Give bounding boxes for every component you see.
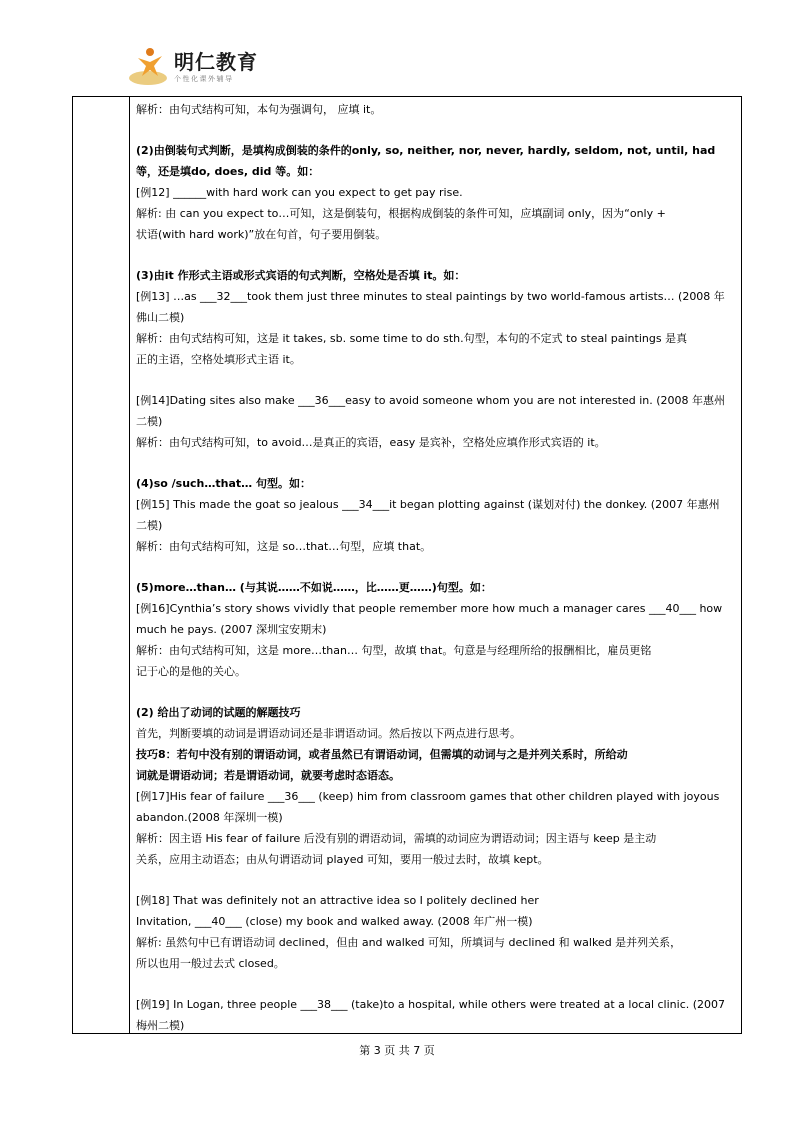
example-line: [例19] In Logan, three people ___38___ (take)to a hospital, while others were treated at a local clinic. (2007 [136,998,726,1011]
analysis-line: 解析：由句式结构可知，to avoid…是真正的宾语，easy 是宾补，空格处应填作形式宾语的 it。 [136,436,606,449]
logo-name: 明仁教育 [174,50,258,74]
example-line: [例16]Cynthia’s story shows vividly that people remember more how much a manager cares ___40___ how [136,602,723,615]
text-line: 首先，判断要填的动词是谓语动词还是非谓语动词。然后按以下两点进行思考。 [136,727,521,740]
example-line: 佛山二模) [136,311,185,324]
section-heading: (3)由it 作形式主语或形式宾语的句式判断，空格处是否填 it。如： [136,269,466,282]
example-line: [例14]Dating sites also make ___36___easy to avoid someone whom you are not interested in. (2008 年惠州 [136,394,726,407]
analysis-line: 解析：由句式结构可知，这是 so…that…句型，应填 that。 [136,540,432,553]
example-line: [例13] …as ___32___took them just three minutes to steal paintings by two world-famous artists… (2008 年 [136,290,725,303]
column-divider [129,97,130,1033]
example-line: abandon.(2008 年深圳一模) [136,811,283,824]
example-line: 梅州二模) [136,1019,185,1032]
analysis-line: 解析：由句式结构可知，这是 it takes, sb. some time to do sth.句型，本句的不定式 to steal paintings 是真 [136,332,688,345]
analysis-line: 解析：由句式结构可知，这是 more…than… 句型，故填 that。句意是与经理所给的报酬相比，雇员更铭 [136,644,652,657]
analysis-line: 所以也用一般过去式 closed。 [136,957,285,970]
example-line: [例12] ______with hard work can you expect to get pay rise. [136,186,463,199]
analysis-line: 记于心的是他的关心。 [136,665,246,678]
logo [128,44,288,90]
example-line: [例15] This made the goat so jealous ___34___it began plotting against (谋划对付) the donkey. (2007 年惠州 [136,498,720,511]
analysis-line: 解析: 由 can you expect to…可知，这是倒装句，根据构成倒装的条件可知，应填副词 only，因为“only + [136,207,666,220]
section-heading: (4)so /such…that… 句型。如： [136,477,311,490]
section-heading: 等，还是填do, does, did 等。如： [136,165,320,178]
logo-figure-icon [128,44,172,88]
logo-slogan: 个性化课外辅导 [174,75,234,83]
tip-heading: 词就是谓语动词；若是谓语动词，就要考虑时态语态。 [136,769,400,782]
example-line: [例17]His fear of failure ___36___ (keep) him from classroom games that other children played with joyous [136,790,720,803]
section-heading: (2)由倒装句式判断，是填构成倒装的条件的only, so, neither, nor, never, hardly, seldom, not, until, had [136,144,716,157]
analysis-line: 正的主语，空格处填形式主语 it。 [136,353,301,366]
analysis-line: 关系，应用主动语态；由从句谓语动词 played 可知，要用一般过去时，故填 kept。 [136,853,549,866]
analysis-line: 状语(with hard work)”放在句首，句子要用倒装。 [136,228,387,241]
analysis-line: 解析: 虽然句中已有谓语动词 declined，但由 and walked 可知，所填词与 declined 和 walked 是并列关系， [136,936,682,949]
example-line: Invitation, ___40___ (close) my book and walked away. (2008 年广州一模) [136,915,533,928]
document-body [136,100,736,1037]
section-heading: (2) 给出了动词的试题的解题技巧 [136,706,301,719]
text-line: 解析：由句式结构可知，本句为强调句， 应填 it。 [136,103,382,116]
page-footer: 第 3 页 共 7 页 [359,1044,435,1057]
section-heading: (5)more…than… (与其说……不如说……，比……更……)句型。如： [136,581,492,594]
example-line: much he pays. (2007 深圳宝安期末) [136,623,327,636]
example-line: 二模) [136,415,163,428]
tip-heading: 技巧8：若句中没有别的谓语动词，或者虽然已有谓语动词，但需填的动词与之是并列关系时，所给动 [136,748,628,761]
analysis-line: 解析：因主语 His fear of failure 后没有别的谓语动词，需填的动词应为谓语动词；因主语与 keep 是主动 [136,832,657,845]
example-line: [例18] That was definitely not an attractive idea so I politely declined her [136,894,539,907]
example-line: 二模) [136,519,163,532]
